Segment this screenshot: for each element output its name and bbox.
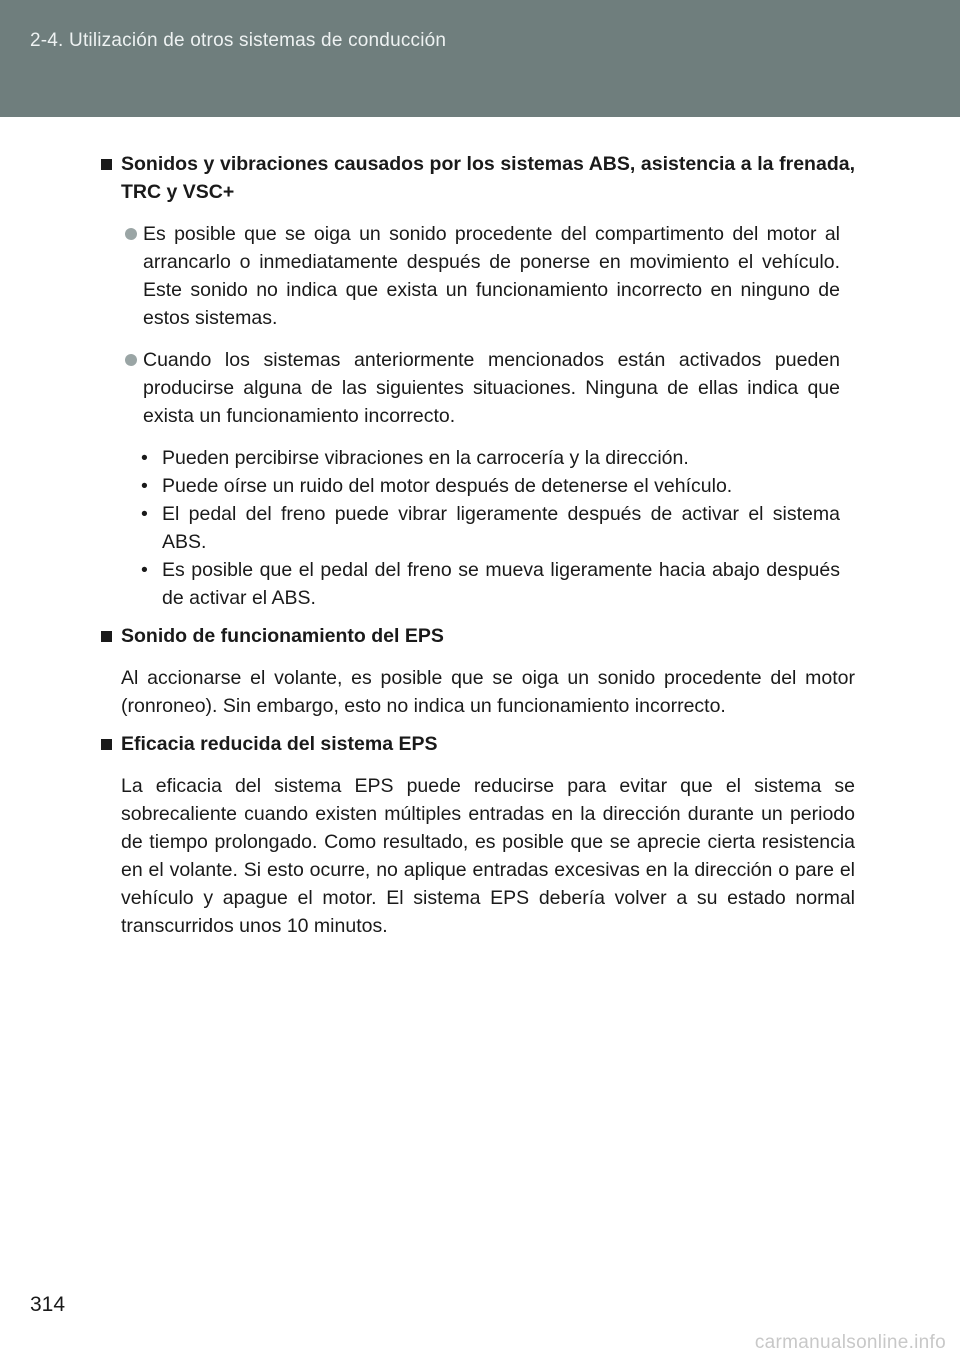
sub-bullet: •: [141, 447, 148, 469]
sub-list: [97, 444, 855, 612]
section-title-eps-sound: [97, 622, 855, 650]
list-item-text: Cuando los sistemas anteriormente mencionados están activados pueden producirse alguna de las siguientes situaciones. Ninguna de ellas indica que exista un funcionamiento incorrecto.: [143, 349, 840, 427]
section-title-text: Sonidos y vibraciones causados por los sistemas ABS, asistencia a la frenada, TRC y VSC+: [121, 153, 855, 203]
circle-bullet-icon: [125, 228, 137, 240]
section-paragraph: La eficacia del sistema EPS puede reducirse para evitar que el sistema se sobrecaliente cuando existen múltiples entradas en la dirección durante un periodo de tiempo prolongado. Como resultado, es posible que se aprecie cierta resistencia en el volante. Si esto ocurre, no aplique entradas excesivas en la dirección o pare el vehículo y apague el motor. El sistema EPS debería volver a su estado normal transcurridos unos 10 minutos.: [121, 775, 855, 937]
list-item: [97, 346, 840, 430]
page-header: [0, 0, 960, 117]
sub-list-item: [97, 556, 840, 612]
chapter-heading: 2-4. Utilización de otros sistemas de conducción: [30, 30, 447, 51]
sub-list-item: [97, 472, 840, 500]
sub-list-item-text: Puede oírse un ruido del motor después de detenerse el vehículo.: [162, 475, 733, 497]
list-item-text: Es posible que se oiga un sonido procedente del compartimento del motor al arrancarlo o inmediatamente después de ponerse en movimiento el vehículo. Este sonido no indica que exista un funcionamiento incorrecto en ninguno de estos sistemas.: [143, 223, 840, 329]
section-title-eps-reduced: [97, 730, 855, 758]
sub-bullet: •: [141, 503, 148, 525]
section-title-text: Eficacia reducida del sistema EPS: [121, 733, 438, 755]
watermark: carmanualsonline.info: [754, 1332, 946, 1353]
sub-bullet: •: [141, 559, 148, 581]
page-content: [97, 150, 855, 940]
list-item: [97, 220, 840, 332]
sub-list-item-text: El pedal del freno puede vibrar ligeramente después de activar el sistema ABS.: [162, 503, 840, 553]
section-title-abs-sounds: [97, 150, 855, 206]
page-number: 314: [30, 1293, 66, 1316]
section-paragraph: Al accionarse el volante, es posible que se oiga un sonido procedente del motor (ronroneo). Sin embargo, esto no indica un funcionamiento incorrecto.: [121, 667, 855, 717]
sub-bullet: •: [141, 475, 148, 497]
square-bullet-icon: [101, 739, 112, 750]
sub-list-item: [97, 444, 840, 472]
square-bullet-icon: [101, 159, 112, 170]
sub-list-item: [97, 500, 840, 556]
section-title-text: Sonido de funcionamiento del EPS: [121, 625, 444, 647]
circle-bullet-icon: [125, 354, 137, 366]
sub-list-item-text: Es posible que el pedal del freno se mueva ligeramente hacia abajo después de activar el ABS.: [162, 559, 840, 609]
sub-list-item-text: Pueden percibirse vibraciones en la carrocería y la dirección.: [162, 447, 689, 469]
square-bullet-icon: [101, 631, 112, 642]
